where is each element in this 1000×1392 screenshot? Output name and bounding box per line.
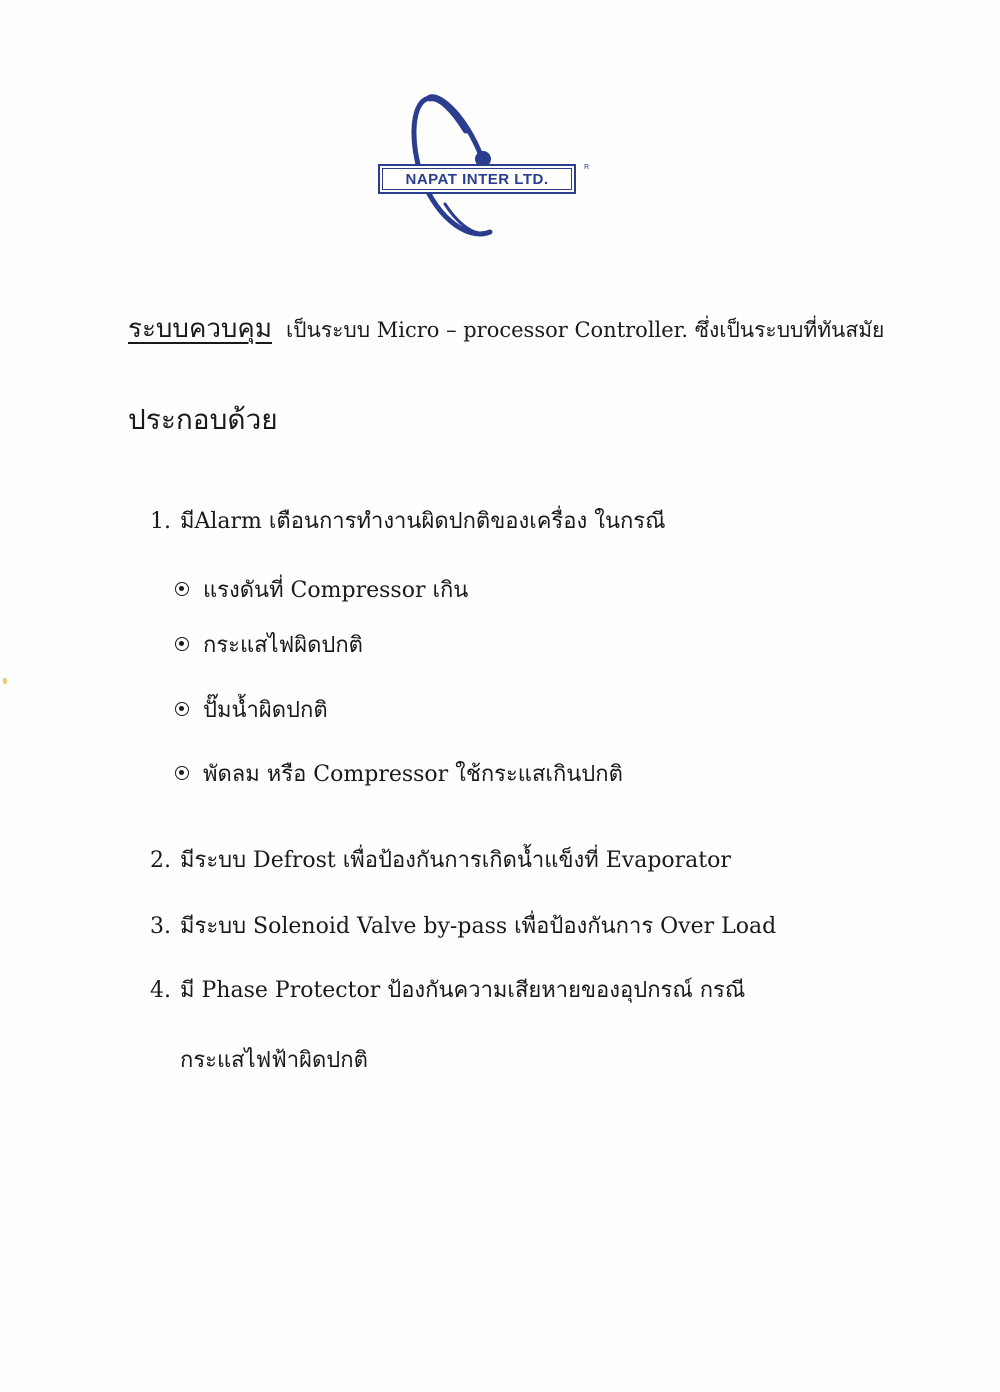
item-number: 1. [150,509,171,534]
registered-mark: R [584,164,590,171]
company-logo [370,92,600,242]
bullet-circle-icon [175,766,189,780]
list-item [150,842,731,877]
item-text: มีAlarm เตือนการทำงานผิดปกติของเครื่อง ในกรณี [180,509,666,534]
bullet-item [175,692,328,727]
bullet-item [175,572,468,607]
bullet-circle-icon [175,582,189,596]
list-item-continuation: กระแสไฟฟ้าผิดปกติ [180,1048,368,1073]
item-text: มีระบบ Solenoid Valve by-pass เพื่อป้องกันการ Over Load [180,914,777,939]
section-title: ประกอบด้วย [128,403,278,436]
item-text: มีระบบ Defrost เพื่อป้องกันการเกิดน้ำแข็งที่ Evaporator [180,848,731,873]
intro-heading: ระบบควบคุม [128,314,272,344]
bullet-item [175,756,623,791]
scan-speck [3,678,7,684]
bullet-text: พัดลม หรือ Compressor ใช้กระแสเกินปกติ [203,762,623,787]
item-number: 3. [150,914,171,939]
bullet-text: แรงดันที่ Compressor เกิน [203,578,469,603]
list-item [150,503,666,538]
bullet-circle-icon [175,702,189,716]
bullet-circle-icon [175,637,189,651]
intro-text: เป็นระบบ Micro – processor Controller. ซึ่งเป็นระบบที่ทันสมัย [285,318,885,342]
intro-line [128,308,884,349]
list-item [150,972,745,1007]
bullet-text: กระแสไฟผิดปกติ [203,633,363,658]
logo-wordmark-box [378,164,576,194]
item-text: มี Phase Protector ป้องกันความเสียหายของอุปกรณ์ กรณี [180,978,746,1003]
list-item [150,908,776,943]
bullet-item [175,627,363,662]
item-number: 2. [150,848,171,873]
item-number: 4. [150,978,171,1003]
logo-text: NAPAT INTER LTD. [405,170,549,188]
bullet-text: ปั๊มน้ำผิดปกติ [203,698,328,723]
